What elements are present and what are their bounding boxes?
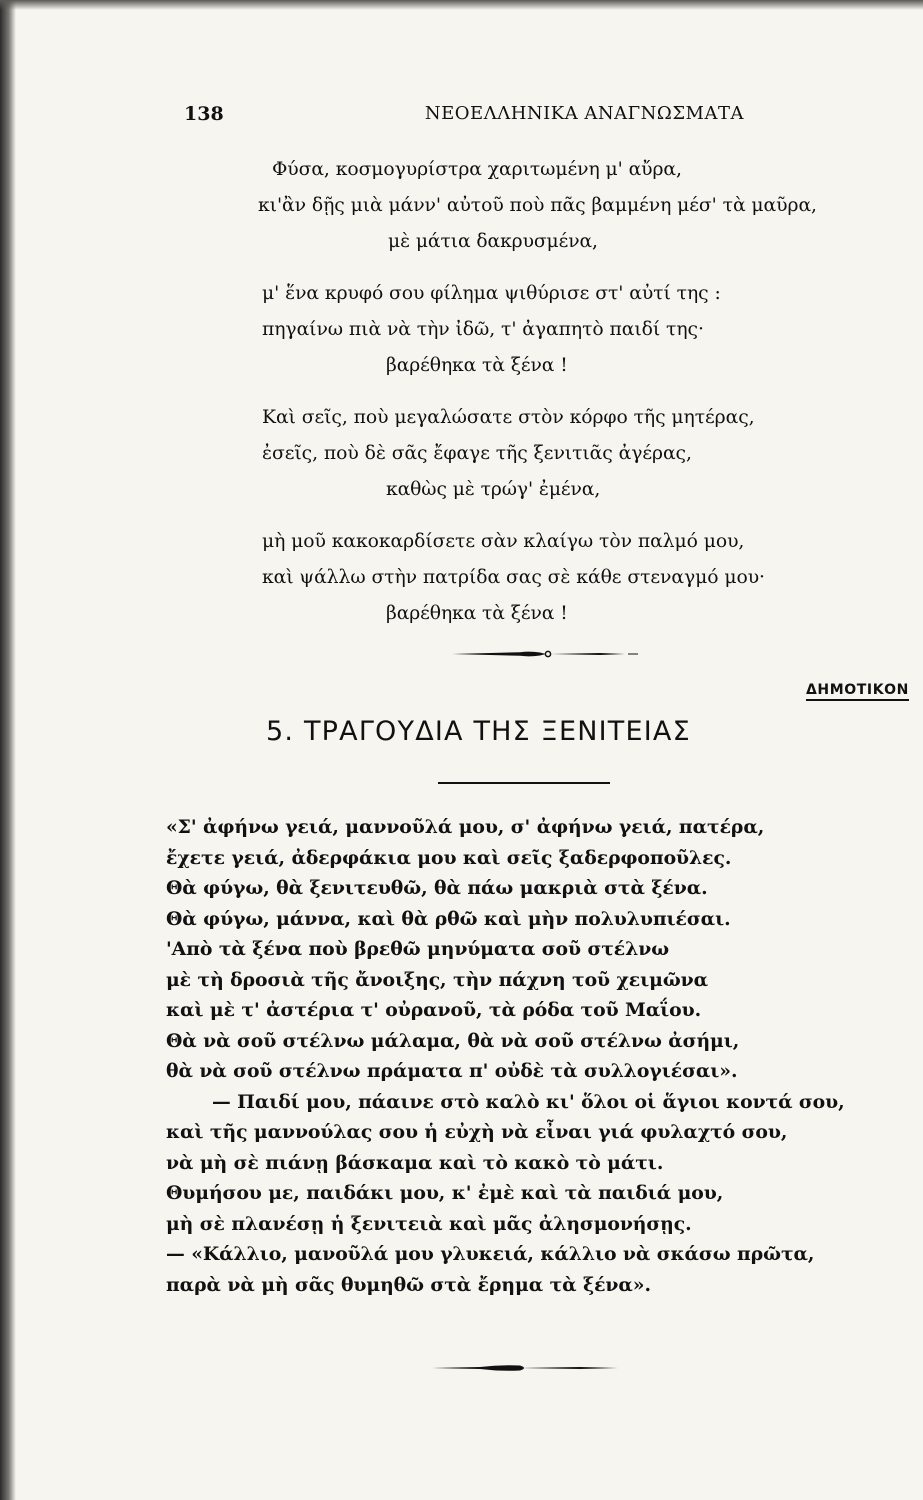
poem-line: μὴ μοῦ κακοκαρδίσετε σὰν κλαίγω τὸν παλμό μου,: [262, 531, 745, 552]
heading-rule: [438, 782, 610, 784]
poem-line: ἐσεῖς, ποὺ δὲ σᾶς ἔφαγε τῆς ξενιτιᾶς ἀγέρας,: [262, 443, 692, 464]
poem-line: βαρέθηκα τὰ ξένα !: [386, 603, 568, 624]
section-heading: [266, 716, 691, 747]
song-line: — «Κάλλιο, μανοῦλά μου γλυκειά, κάλλιο νὰ σκάσω πρῶτα,: [166, 1243, 815, 1265]
stanza-2: [0, 276, 923, 384]
poem-line: Καὶ σεῖς, ποὺ μεγαλώσατε στὸν κόρφο τῆς μητέρας,: [262, 407, 755, 428]
song-line: Θυμήσου με, παιδάκι μου, κ' ἐμὲ καὶ τὰ παιδιά μου,: [166, 1182, 724, 1204]
song-line: ἔχετε γειά, ἀδερφάκια μου καὶ σεῖς ξαδερφοποῦλες.: [166, 846, 732, 869]
song-line: — Παιδί μου, πάαινε στὸ καλὸ κι' ὅλοι οἱ ἅγιοι κοντά σου,: [212, 1090, 845, 1113]
song-line: Θὰ νὰ σοῦ στέλνω μάλαμα, θὰ νὰ σοῦ στέλνω ἀσήμι,: [166, 1029, 740, 1052]
song-line: 'Απὸ τὰ ξένα ποὺ βρεθῶ μηνύματα σοῦ στέλνω: [166, 938, 670, 960]
section-divider-ornament: [0, 646, 923, 662]
song-line: νὰ μὴ σὲ πιάνῃ βάσκαμα καὶ τὸ κακὸ τὸ μάτι.: [166, 1151, 664, 1174]
stanza-4: [0, 524, 923, 632]
song-line: παρὰ νὰ μὴ σᾶς θυμηθῶ στὰ ἔρημα τὰ ξένα».: [166, 1273, 651, 1296]
song-line: μὲ τὴ δροσιὰ τῆς ἄνοιξης, τὴν πάχνη τοῦ χειμῶνα: [166, 968, 709, 991]
section-title: ΤΡΑΓΟΥΔΙΑ ΤΗΣ ΞΕΝΙΤΕΙΑΣ: [303, 716, 691, 747]
poem-line: Φύσα, κοσμογυρίστρα χαριτωμένη μ' αὔρα,: [272, 159, 682, 180]
poem-line: καὶ ψάλλω στὴν πατρίδα σας σὲ κάθε στεναγμό μου·: [262, 567, 765, 588]
song-line: καὶ τῆς μαννούλας σου ἡ εὐχὴ νὰ εἶναι γιά φυλαχτό σου,: [166, 1121, 788, 1143]
song-line: Θὰ φύγω, θὰ ξενιτευθῶ, θὰ πάω μακριὰ στὰ ξένα.: [166, 877, 708, 899]
song-line: καὶ μὲ τ' ἀστέρια τ' οὐρανοῦ, τὰ ρόδα τοῦ Μαΐου.: [166, 999, 702, 1021]
page-number: 138: [184, 103, 224, 125]
top-edge-shadow: [0, 0, 923, 10]
poem: [0, 152, 923, 648]
stanza-1: [0, 152, 923, 260]
folk-song: [0, 812, 923, 1300]
song-line: θὰ νὰ σοῦ στέλνω πράματα π' οὐδὲ τὰ συλλογιέσαι».: [166, 1060, 738, 1082]
song-line: Θὰ φύγω, μάννα, καὶ θὰ ρθῶ καὶ μὴν πολυλυπιέσαι.: [166, 907, 731, 930]
genre-label: ΔΗΜΟΤΙΚΟΝ: [806, 682, 909, 701]
song-line: μὴ σὲ πλανέσῃ ἡ ξενιτειὰ καὶ μᾶς ἀλησμονήσῃς.: [166, 1212, 692, 1235]
poem-line: μὲ μάτια δακρυσμένα,: [388, 231, 598, 252]
song-line: «Σ' ἀφήνω γειά, μαννοῦλά μου, σ' ἀφήνω γειά, πατέρα,: [166, 816, 765, 838]
poem-line: μ' ἕνα κρυφό σου φίλημα ψιθύρισε στ' αὐτί της :: [262, 283, 721, 304]
poem-line: βαρέθηκα τὰ ξένα !: [386, 355, 568, 376]
end-ornament: [0, 1360, 923, 1376]
poem-line: πηγαίνω πιὰ νὰ τὴν ἰδῶ, τ' ἀγαπητὸ παιδί της·: [262, 319, 704, 340]
page-header: [184, 103, 744, 129]
poem-line: κι'ἂν δῇς μιὰ μάνν' αὐτοῦ ποὺ πᾶς βαμμένη μέσ' τὰ μαῦρα,: [258, 195, 817, 216]
poem-line: καθὼς μὲ τρώγ' ἐμένα,: [386, 479, 601, 500]
stanza-3: [0, 400, 923, 508]
running-title: ΝΕΟΕΛΛΗΝΙΚΑ ΑΝΑΓΝΩΣΜΑΤΑ: [424, 103, 744, 124]
section-number: 5.: [266, 716, 295, 747]
